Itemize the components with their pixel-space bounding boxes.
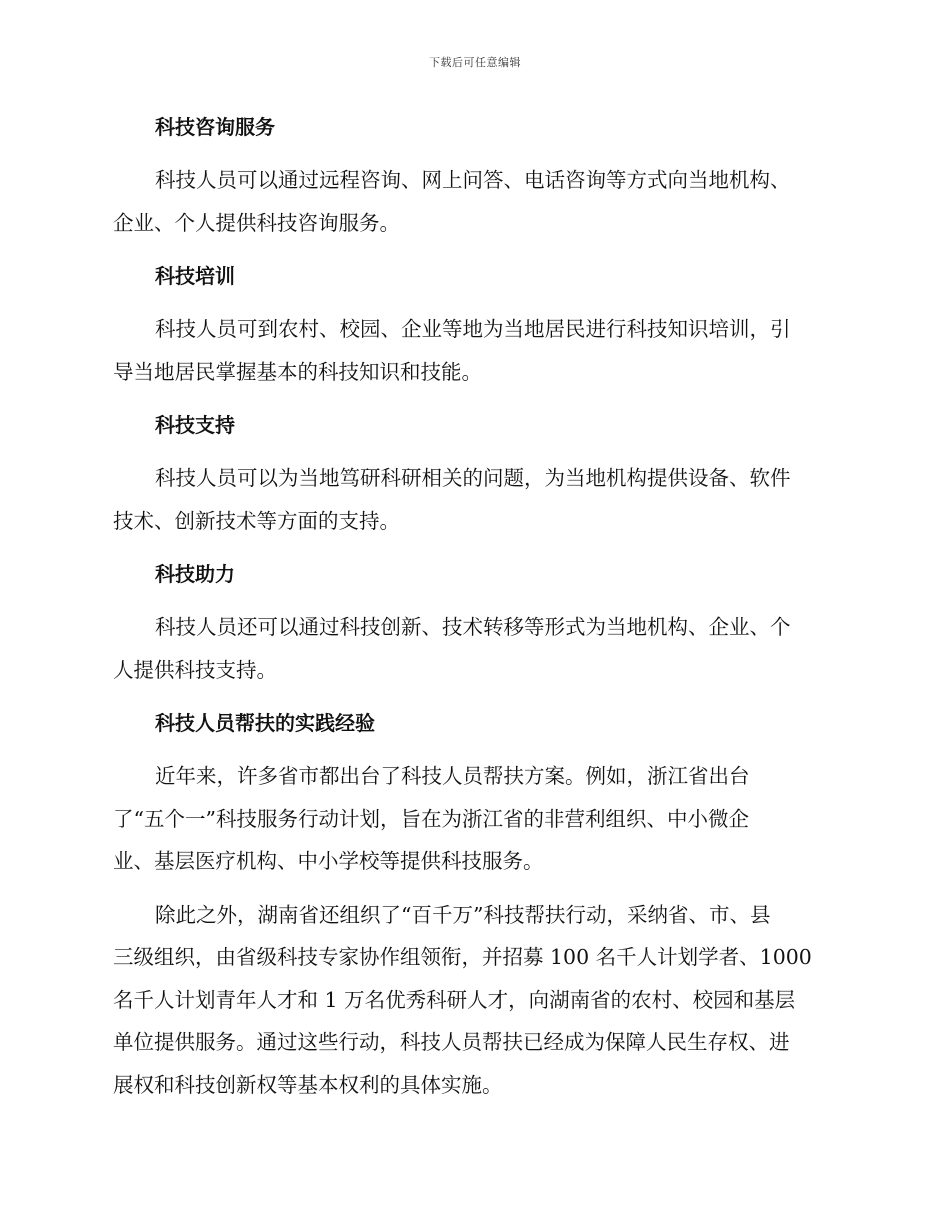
paragraph-line: 导当地居民掌握基本的科技知识和技能。: [113, 359, 482, 384]
section-heading: 科技培训: [155, 264, 235, 288]
paragraph-line: 人提供科技支持。: [113, 657, 277, 682]
section-heading: 科技人员帮扶的实践经验: [155, 711, 375, 735]
paragraph-line: 展权和科技创新权等基本权利的具体实施。: [113, 1072, 503, 1097]
paragraph: [113, 159, 829, 244]
section-heading: 科技咨询服务: [155, 115, 275, 139]
section-heading: 科技助力: [155, 562, 235, 586]
paragraph-line: 科技人员可到农村、校园、企业等地为当地居民进行科技知识培训，引: [155, 317, 791, 341]
paragraph-line: 除此之外，湖南省还组织了“百千万”科技帮扶行动，采纳省、市、县: [155, 902, 771, 927]
paragraph-line: 技术、创新技术等方面的支持。: [113, 508, 400, 533]
paragraph: [113, 308, 829, 393]
paragraph-line: 科技人员可以为当地笃研科研相关的问题，为当地机构提供设备、软件: [155, 466, 791, 490]
paragraph: [113, 457, 829, 542]
paragraph-line: 单位提供服务。通过这些行动，科技人员帮扶已经成为保障人民生存权、进: [113, 1030, 790, 1054]
paragraph-line: 业、基层医疗机构、中小学校等提供科技服务。: [113, 849, 544, 873]
paragraph-line: 名千人计划青年人才和 1 万名优秀科研人才，向湖南省的农村、校园和基层: [113, 987, 796, 1012]
paragraph-line: 三级组织，由省级科技专家协作组领衔，并招募 100 名千人计划学者、1000: [113, 945, 812, 969]
paragraph-line: 科技人员还可以通过科技创新、技术转移等形式为当地机构、企业、个: [155, 615, 791, 639]
paragraph: [113, 606, 829, 691]
paragraph: [113, 755, 829, 883]
page-header: 下载后可任意编辑: [429, 56, 521, 69]
paragraph-line: 科技人员可以通过远程咨询、网上问答、电话咨询等方式向当地机构、: [155, 168, 791, 192]
paragraph-line: 了“五个一”科技服务行动计划，旨在为浙江省的非营利组织、中小微企: [113, 806, 749, 831]
document-body: [113, 106, 829, 1117]
paragraph-line: 近年来，许多省市都出台了科技人员帮扶方案。例如，浙江省出台: [155, 764, 750, 788]
paragraph: [113, 894, 829, 1107]
paragraph-line: 企业、个人提供科技咨询服务。: [113, 210, 400, 235]
section-heading: 科技支持: [155, 413, 235, 437]
